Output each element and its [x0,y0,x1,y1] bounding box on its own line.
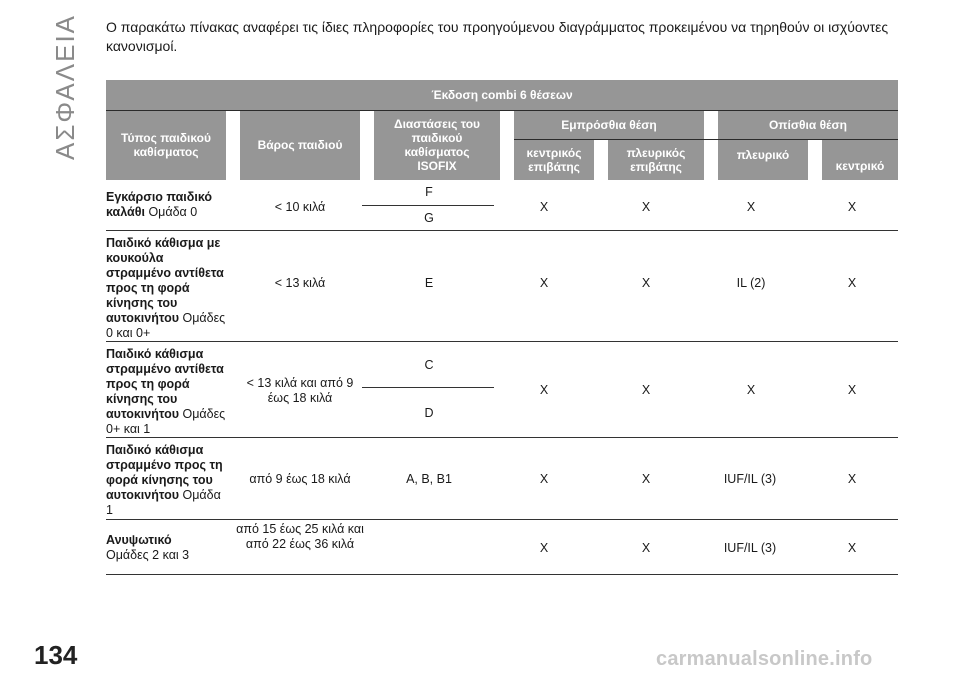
row-4-rear-center: X [847,472,857,486]
row-2-isofix: E [424,276,434,290]
row-1-front-center: X [539,200,549,214]
row-3-label [106,347,226,437]
header-rear-side: πλευρικό [736,148,790,162]
row-2-weight: < 13 κιλά [274,276,326,290]
row-4-weight: από 9 έως 18 κιλά [249,472,351,486]
row-2-label [106,236,226,341]
row-3-rear-center: X [847,383,857,397]
header-weight: Βάρος παιδιού [257,138,343,152]
row-1-isofix-top: F [425,185,433,199]
row-1-front-side: X [641,200,651,214]
header-rear-position: Οπίσθια θέση [768,118,848,132]
row-3-isofix-bottom: D [424,406,434,420]
row-1-rear-center: X [847,200,857,214]
row-3-weight: < 13 κιλά και από 9 έως 18 κιλά [246,376,354,405]
header-front-side: πλευρικός επιβάτης [626,146,686,174]
row-1-rear-side: X [746,200,756,214]
row-3-front-side: X [641,383,651,397]
row-4-rear-side: IUF/IL (3) [723,472,777,486]
row-5-type: Ανυψωτικό [106,533,172,547]
version-title: Έκδοση combi 6 θέσεων [431,88,573,102]
row-5-label [106,533,226,563]
section-title: ΑΣΦΑΛΕΙΑ [50,13,80,160]
row-3-front-center: X [539,383,549,397]
row-5-rear-center: X [847,541,857,555]
watermark: carmanualsonline.info [656,648,873,670]
table-header [106,80,898,180]
row-2-rear-side: IL (2) [736,276,766,290]
row-5-weight: από 15 έως 25 κιλά και από 22 έως 36 κιλά [236,522,364,551]
row-4-label [106,443,226,518]
row-1-label [106,190,226,220]
header-seat-type: Τύπος παιδικού καθίσματος [121,131,211,159]
header-isofix: Διαστάσεις του παιδικού καθίσματος ISOFIX [393,117,481,173]
row-4-group: Ομάδα 1 [106,488,221,517]
row-1-weight: < 10 κιλά [274,200,326,214]
row-2-front-side: X [641,276,651,290]
row-3-rear-side: X [746,383,756,397]
header-front-center: κεντρικός επιβάτης [526,146,582,174]
row-3-group: Ομάδες 0+ και 1 [106,407,226,436]
header-front-position: Εμπρόσθια θέση [561,118,657,132]
row-4-front-center: X [539,472,549,486]
row-1-group: Ομάδα 0 [148,205,198,219]
row-2-type: Παιδικό κάθισμα με κουκούλα στραμμένο αντίθετα προς τη φορά κίνησης του αυτοκινήτου [106,236,224,325]
row-3-isofix-top: C [424,358,434,372]
header-rear-center: κεντρικό [835,159,885,173]
row-2-group: Ομάδες 0 και 0+ [106,311,226,340]
row-2-front-center: X [539,276,549,290]
row-5-rear-side: IUF/IL (3) [723,541,777,555]
row-5-group: Ομάδες 2 και 3 [106,548,190,562]
row-2-rear-center: X [847,276,857,290]
row-3-type: Παιδικό κάθισμα στραμμένο αντίθετα προς τη φορά κίνησης του αυτοκινήτου [106,347,224,421]
page-number: 134 [34,640,78,670]
row-4-type: Παιδικό κάθισμα στραμμένο προς τη φορά κίνησης του αυτοκινήτου [106,443,223,502]
row-5-front-side: X [641,541,651,555]
row-5-front-center: X [539,541,549,555]
row-1-type: Εγκάρσιο παιδικό καλάθι [106,190,213,219]
row-4-front-side: X [641,472,651,486]
intro-paragraph: Ο παρακάτω πίνακας αναφέρει τις ίδιες πληροφορίες του προηγούμενου διαγράμματος προκειμένου να τηρηθούν οι ισχύοντες κανονισμοί. [106,19,889,54]
row-4-isofix: A, B, B1 [406,472,452,486]
row-1-isofix-bottom: G [424,211,434,225]
